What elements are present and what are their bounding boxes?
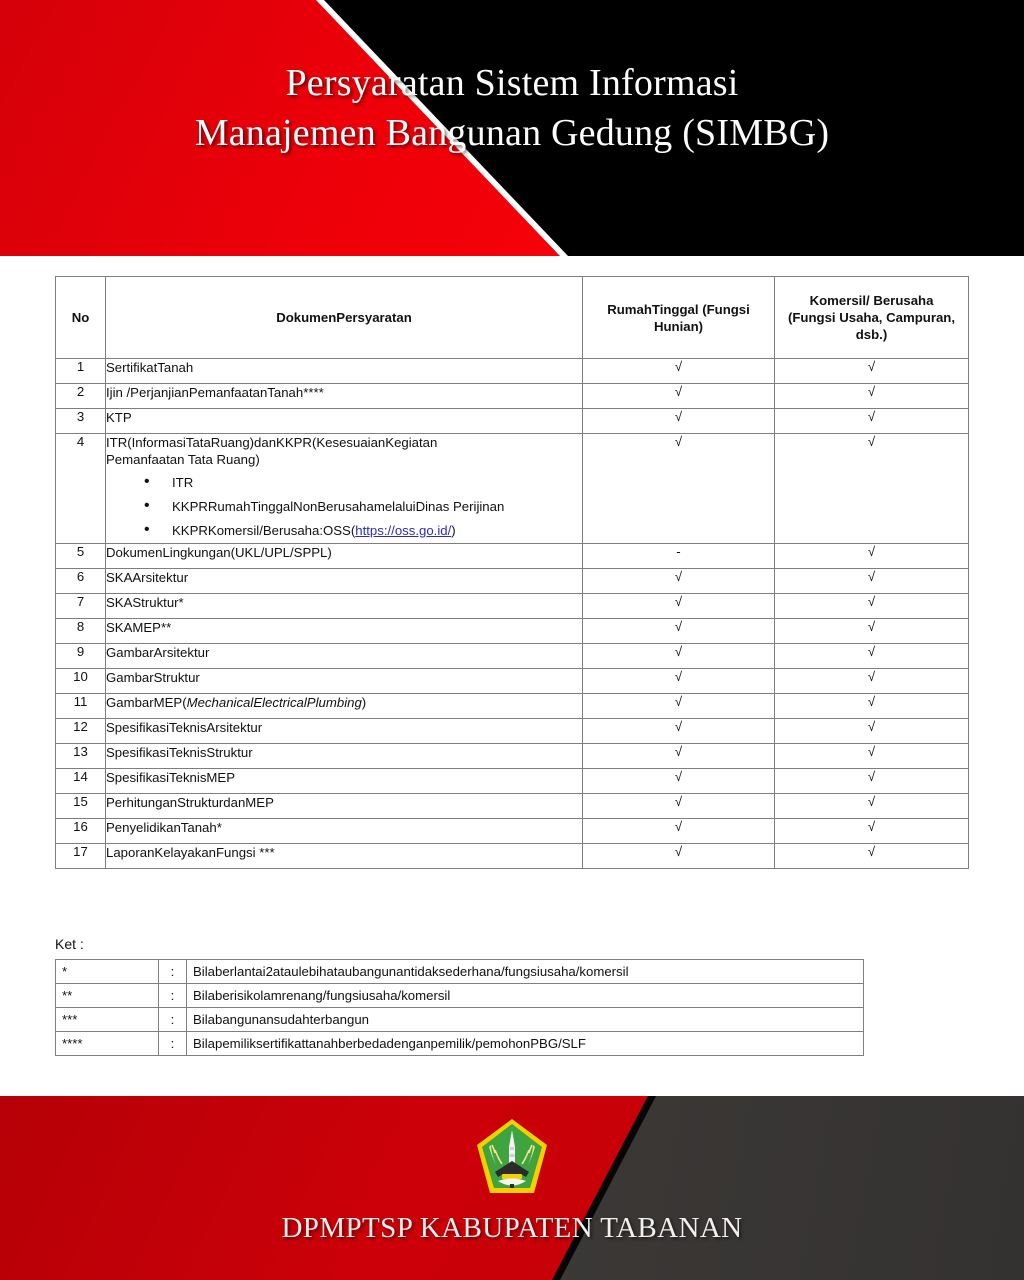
row-document: SKAStruktur* — [106, 594, 583, 619]
legend-label: Ket : — [55, 936, 84, 952]
row-number: 5 — [56, 544, 106, 569]
row-document: SKAArsitektur — [106, 569, 583, 594]
page-title-line-1: Persyaratan Sistem Informasi — [285, 62, 739, 104]
row-komersil: √ — [775, 694, 969, 719]
row-number: 7 — [56, 594, 106, 619]
row-number: 15 — [56, 794, 106, 819]
row-rumah-tinggal: - — [583, 544, 775, 569]
table-row — [56, 544, 969, 569]
row-komersil: √ — [775, 819, 969, 844]
column-header-rt-line-1: RumahTinggal (Fungsi — [607, 301, 750, 317]
list-item — [144, 519, 582, 543]
legend-table — [55, 959, 864, 1056]
row-komersil: √ — [775, 544, 969, 569]
row-rumah-tinggal: √ — [583, 794, 775, 819]
table-row — [56, 819, 969, 844]
row-rumah-tinggal: √ — [583, 694, 775, 719]
row-komersil: √ — [775, 744, 969, 769]
row-komersil: √ — [775, 794, 969, 819]
row-rumah-tinggal: √ — [583, 569, 775, 594]
legend-text: Bilapemiliksertifikattanahberbedadenganpemilik/pemohonPBG/SLF — [187, 1032, 864, 1056]
row-document-italic: MechanicalElectricalPlumbing — [186, 695, 362, 710]
row-number: 11 — [56, 694, 106, 719]
row-rumah-tinggal: √ — [583, 769, 775, 794]
column-header-km-line-1: Komersil/ Berusaha — [809, 293, 934, 308]
row-number: 3 — [56, 409, 106, 434]
column-header-rumah-tinggal — [583, 277, 775, 359]
row-document-line-1: ITR(InformasiTataRuang)danKKPR(KesesuaianKegiatan — [106, 435, 438, 450]
legend-row — [56, 984, 864, 1008]
table-row — [56, 409, 969, 434]
row-rumah-tinggal: √ — [583, 409, 775, 434]
row-komersil: √ — [775, 719, 969, 744]
row-rumah-tinggal: √ — [583, 744, 775, 769]
row-rumah-tinggal: √ — [583, 719, 775, 744]
legend-separator: : — [159, 984, 187, 1008]
row-komersil: √ — [775, 594, 969, 619]
row-komersil: √ — [775, 384, 969, 409]
row-document: SKAMEP** — [106, 619, 583, 644]
list-item: • KKPRRumahTinggalNonBerusahamelaluiDinas Perijinan — [144, 495, 582, 519]
row-document: KTP — [106, 409, 583, 434]
row-komersil: √ — [775, 844, 969, 869]
row-komersil: √ — [775, 359, 969, 384]
row-number: 8 — [56, 619, 106, 644]
legend-text: Bilaberlantai2ataulebihataubangunantidaksederhana/fungsiusaha/komersil — [187, 960, 864, 984]
legend-marker: ** — [56, 984, 159, 1008]
row-document: SpesifikasiTeknisStruktur — [106, 744, 583, 769]
table-row — [56, 619, 969, 644]
column-header-rt-line-2: Hunian) — [653, 318, 704, 334]
legend-marker: * — [56, 960, 159, 984]
row-document: PerhitunganStrukturdanMEP — [106, 794, 583, 819]
column-header-komersil — [775, 277, 969, 359]
row-document: SpesifikasiTeknisMEP — [106, 769, 583, 794]
legend-separator: : — [159, 1032, 187, 1056]
row-document-bullet-list — [106, 471, 582, 543]
footer-agency-name: DPMPTSP KABUPATEN TABANAN — [281, 1212, 743, 1244]
row-rumah-tinggal: √ — [583, 359, 775, 384]
table-row — [56, 694, 969, 719]
page-title-line-2: Manajemen Bangunan Gedung (SIMBG) — [194, 112, 830, 154]
row-document — [106, 434, 583, 544]
legend-text: Bilaberisikolamrenang/fungsiusaha/komersil — [187, 984, 864, 1008]
row-komersil: √ — [775, 409, 969, 434]
tabanan-regency-seal-icon — [474, 1117, 550, 1202]
row-number: 10 — [56, 669, 106, 694]
row-rumah-tinggal: √ — [583, 819, 775, 844]
requirements-table — [55, 276, 969, 869]
list-item: • ITR — [144, 471, 582, 495]
column-header-km-line-2: (Fungsi Usaha, Campuran, — [787, 310, 956, 325]
row-document: SpesifikasiTeknisArsitektur — [106, 719, 583, 744]
row-rumah-tinggal: √ — [583, 384, 775, 409]
row-document: GambarStruktur — [106, 669, 583, 694]
row-number: 12 — [56, 719, 106, 744]
row-document: SertifikatTanah — [106, 359, 583, 384]
legend-separator: : — [159, 1008, 187, 1032]
column-header-document: DokumenPersyaratan — [106, 277, 583, 359]
table-row — [56, 719, 969, 744]
legend-row — [56, 1032, 864, 1056]
table-row — [56, 359, 969, 384]
row-document — [106, 694, 583, 719]
row-number: 14 — [56, 769, 106, 794]
column-header-km-line-3: dsb.) — [855, 327, 888, 342]
header-banner — [0, 0, 1024, 256]
row-document: DokumenLingkungan(UKL/UPL/SPPL) — [106, 544, 583, 569]
table-row — [56, 594, 969, 619]
row-rumah-tinggal: √ — [583, 844, 775, 869]
table-row — [56, 434, 969, 544]
legend-marker: *** — [56, 1008, 159, 1032]
list-item-label: KKPRKomersil/Berusaha:OSS( — [172, 523, 356, 538]
legend-row — [56, 960, 864, 984]
table-row — [56, 644, 969, 669]
table-row — [56, 744, 969, 769]
row-rumah-tinggal: √ — [583, 669, 775, 694]
row-rumah-tinggal: √ — [583, 644, 775, 669]
table-row — [56, 769, 969, 794]
row-number: 2 — [56, 384, 106, 409]
table-row — [56, 844, 969, 869]
oss-link[interactable]: https://oss.go.id/ — [355, 523, 452, 538]
table-row — [56, 669, 969, 694]
column-header-no: No — [56, 277, 106, 359]
row-rumah-tinggal: √ — [583, 619, 775, 644]
row-komersil: √ — [775, 769, 969, 794]
row-number: 17 — [56, 844, 106, 869]
list-item-suffix: ) — [451, 523, 456, 538]
legend-row — [56, 1008, 864, 1032]
row-rumah-tinggal: √ — [583, 434, 775, 544]
row-komersil: √ — [775, 619, 969, 644]
row-document-suffix: ) — [361, 695, 367, 710]
table-row — [56, 384, 969, 409]
row-document: LaporanKelayakanFungsi *** — [106, 844, 583, 869]
row-document-prefix: GambarMEP( — [106, 695, 187, 710]
row-number: 9 — [56, 644, 106, 669]
row-number: 4 — [56, 434, 106, 544]
legend-separator: : — [159, 960, 187, 984]
page-title — [0, 58, 1024, 158]
row-number: 6 — [56, 569, 106, 594]
row-komersil: √ — [775, 434, 969, 544]
row-document-line-2: Pemanfaatan Tata Ruang) — [106, 452, 260, 467]
row-document: Ijin /PerjanjianPemanfaatanTanah**** — [106, 384, 583, 409]
row-number: 13 — [56, 744, 106, 769]
row-number: 16 — [56, 819, 106, 844]
row-number: 1 — [56, 359, 106, 384]
row-rumah-tinggal: √ — [583, 594, 775, 619]
row-komersil: √ — [775, 569, 969, 594]
table-row — [56, 794, 969, 819]
row-document: PenyelidikanTanah* — [106, 819, 583, 844]
legend-marker: **** — [56, 1032, 159, 1056]
row-komersil: √ — [775, 644, 969, 669]
legend-text: Bilabangunansudahterbangun — [187, 1008, 864, 1032]
row-document: GambarArsitektur — [106, 644, 583, 669]
row-komersil: √ — [775, 669, 969, 694]
table-header-row — [56, 277, 969, 359]
table-row — [56, 569, 969, 594]
